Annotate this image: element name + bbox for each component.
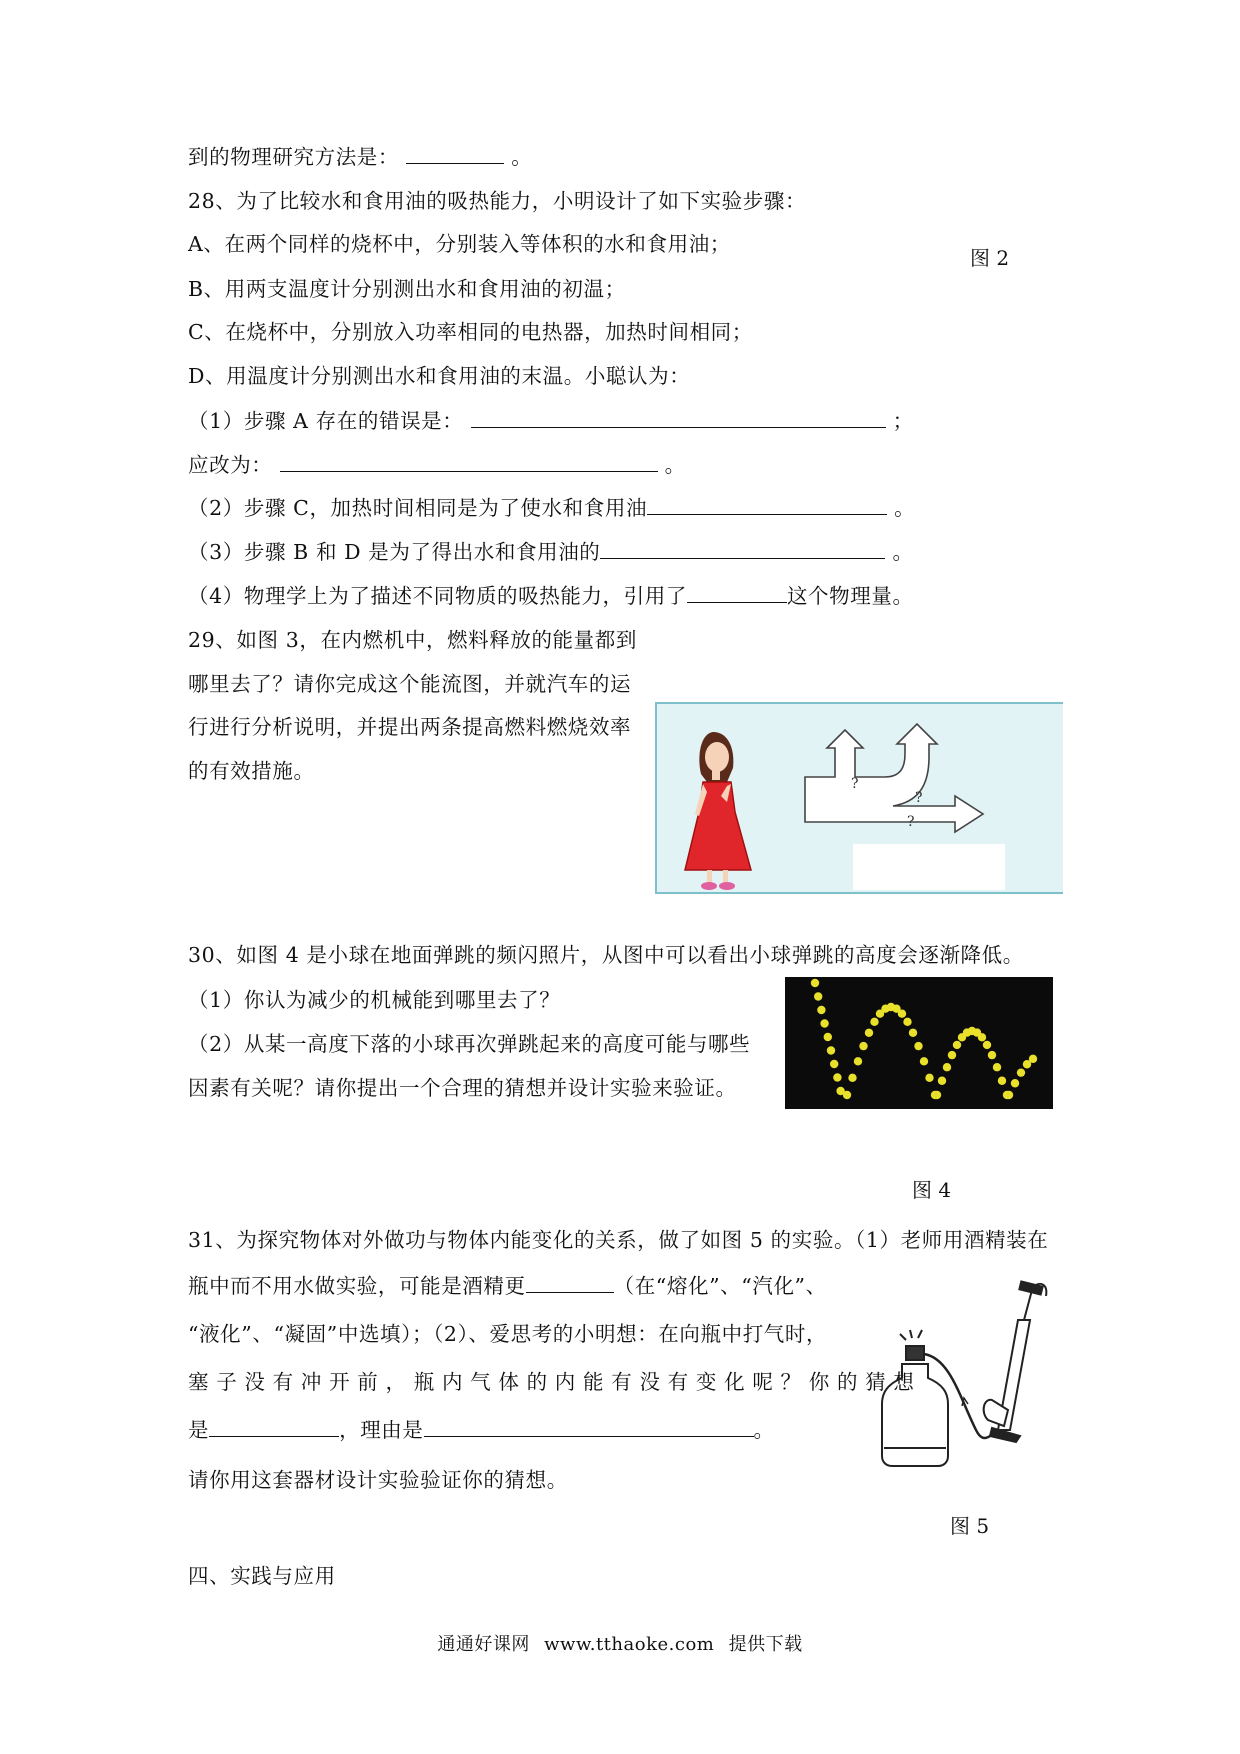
q28-step-a: A、在两个同样的烧杯中，分别装入等体积的水和食用油； — [188, 232, 731, 256]
page-footer — [0, 1630, 1240, 1656]
answer-blank — [209, 1418, 339, 1437]
text: ，理由是 — [339, 1418, 424, 1442]
text: 。 — [511, 145, 533, 169]
text: （2）步骤 C，加热时间相同是为了使水和食用油 — [188, 496, 648, 520]
ball-image — [983, 1041, 991, 1049]
q28-sub1 — [188, 407, 914, 435]
text-line — [188, 143, 532, 171]
ball-image — [903, 1018, 911, 1026]
text: （4）物理学上为了描述不同物质的吸热能力，引用了 — [188, 584, 687, 608]
answer-blank — [471, 409, 886, 428]
ball-image — [909, 1029, 917, 1037]
q28-sub2 — [188, 494, 915, 522]
answer-blank — [526, 1274, 614, 1293]
ball-image — [1017, 1068, 1025, 1076]
text: 是 — [188, 1418, 210, 1442]
section-4-heading: 四、实践与应用 — [188, 1564, 336, 1588]
ball-image — [827, 1046, 835, 1054]
ball-image — [854, 1057, 862, 1065]
figure-5-caption: 图 5 — [950, 1514, 990, 1538]
q28-step-d: D、用温度计分别测出水和食用油的末温。小聪认为： — [188, 364, 691, 388]
ball-image — [811, 979, 819, 987]
ball-image — [865, 1029, 873, 1037]
q29-line4: 的有效措施。 — [188, 759, 315, 783]
answer-blank — [424, 1418, 754, 1437]
question-mark: ? — [915, 790, 923, 806]
text: 这个物理量。 — [786, 584, 914, 608]
answer-blank — [647, 496, 887, 515]
ball-image — [993, 1063, 1001, 1071]
ball-image — [953, 1041, 961, 1049]
question-mark: ? — [907, 814, 915, 830]
ball-image — [938, 1077, 946, 1085]
q31-line2 — [188, 1272, 827, 1300]
answer-blank — [280, 453, 658, 472]
q28-sub3 — [188, 538, 914, 566]
text: 。 — [894, 496, 916, 520]
q31-line6: 请你用这套器材设计实验验证你的猜想。 — [188, 1468, 568, 1492]
figure-4-caption: 图 4 — [912, 1178, 952, 1202]
ball-image — [925, 1074, 933, 1082]
text: ； — [892, 409, 914, 433]
ball-image — [898, 1009, 906, 1017]
ball-image — [843, 1091, 851, 1099]
ball-image — [870, 1018, 878, 1026]
footer-url: www.tthaoke.com — [544, 1634, 715, 1655]
ball-image — [833, 1073, 841, 1081]
question-mark: ? — [851, 776, 859, 792]
figure-5-bottle-pump — [880, 1280, 1055, 1470]
ball-image — [988, 1051, 996, 1059]
footer-site-name: 通通好课网 — [437, 1634, 530, 1655]
q31-line4: 塞 子 没 有 冲 开 前 ， 瓶 内 气 体 的 内 能 有 没 有 变 化 呢 ？ 你 的 猜 想 — [188, 1370, 915, 1394]
answer-blank — [406, 145, 504, 164]
q29-line1: 29、如图 3，在内燃机中，燃料释放的能量都到 — [188, 628, 637, 652]
q30-sub1: （1）你认为减少的机械能到哪里去了？ — [188, 988, 561, 1012]
ball-image — [859, 1042, 867, 1050]
pump-illustration — [984, 1281, 1047, 1442]
text: （3）步骤 B 和 D 是为了得出水和食用油的 — [188, 540, 601, 564]
q28-step-b: B、用两支温度计分别测出水和食用油的初温； — [188, 277, 626, 301]
text: 到的物理研究方法是： — [188, 145, 399, 169]
text: 应改为： — [188, 453, 273, 477]
answer-blank — [600, 540, 885, 559]
ball-image — [998, 1077, 1006, 1085]
ball-image — [817, 1006, 825, 1014]
q30-title: 30、如图 4 是小球在地面弹跳的频闪照片，从图中可以看出小球弹跳的高度会逐渐降低。 — [188, 943, 1024, 967]
figure-4-bouncing-ball — [785, 977, 1053, 1109]
ball-image — [978, 1033, 986, 1041]
figure-2-caption: 图 2 — [970, 246, 1010, 270]
air-tube — [924, 1354, 990, 1438]
ball-image — [830, 1060, 838, 1068]
ball-image — [943, 1063, 951, 1071]
ball-image — [1029, 1055, 1037, 1063]
footer-suffix: 提供下载 — [728, 1634, 803, 1655]
q30-sub2-cont: 因素有关呢？请你提出一个合理的猜想并设计实验来验证。 — [188, 1076, 737, 1100]
q29-line2: 哪里去了？请你完成这个能流图，并就汽车的运 — [188, 672, 632, 696]
ball-image — [814, 992, 822, 1000]
ball-image — [820, 1019, 828, 1027]
answer-blank — [687, 584, 787, 603]
q28-title: 28、为了比较水和食用油的吸热能力，小明设计了如下实验步骤： — [188, 189, 807, 213]
ball-image — [914, 1042, 922, 1050]
text: （1）步骤 A 存在的错误是： — [188, 409, 464, 433]
ball-image — [824, 1033, 832, 1041]
text: 。 — [753, 1418, 775, 1442]
q28-sub1-correction — [188, 451, 686, 479]
ball-image — [920, 1057, 928, 1065]
ball-image — [948, 1051, 956, 1059]
text: （在“熔化”、“汽化”、 — [613, 1274, 827, 1298]
text: 。 — [664, 453, 686, 477]
ball-image — [933, 1091, 941, 1099]
q31-line1: 31、为探究物体对外做功与物体内能变化的关系，做了如图 5 的实验。（1）老师用酒精装在 — [188, 1228, 1049, 1252]
q28-sub4 — [188, 582, 914, 610]
ball-image — [848, 1074, 856, 1082]
ball-image — [1011, 1079, 1019, 1087]
blank-label-box — [853, 844, 1005, 890]
bottle-illustration — [882, 1330, 948, 1466]
q31-line3: “液化”、“凝固”中选填）；（2）、爱思考的小明想：在向瓶中打气时， — [188, 1322, 828, 1346]
ball-image — [1005, 1091, 1013, 1099]
text: 。 — [892, 540, 914, 564]
text: 瓶中而不用水做实验，可能是酒精更 — [188, 1274, 526, 1298]
figure-3-energy-flow — [655, 702, 1063, 894]
q28-step-c: C、在烧杯中，分别放入功率相同的电热器，加热时间相同； — [188, 320, 753, 344]
q29-line3: 行进行分析说明，并提出两条提高燃料燃烧效率 — [188, 715, 632, 739]
q31-line5 — [188, 1416, 775, 1444]
q30-sub2: （2）从某一高度下落的小球再次弹跳起来的高度可能与哪些 — [188, 1032, 751, 1056]
